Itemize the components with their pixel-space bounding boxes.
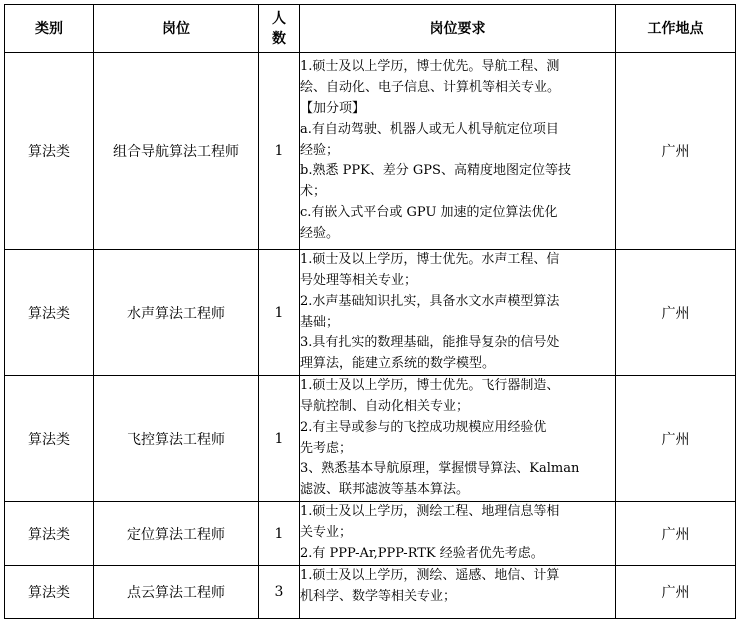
cell-requirements xyxy=(300,53,616,250)
cell-count: 3 xyxy=(259,566,300,619)
requirement-line: 【加分项】 xyxy=(300,101,366,116)
requirement-line: 导航控制、自动化相关专业； xyxy=(300,398,470,414)
cell-position: 定位算法工程师 xyxy=(94,502,259,566)
cell-count: 1 xyxy=(259,250,300,376)
header-count-line2: 数 xyxy=(272,30,286,47)
requirement-line: a.有自动驾驶、机器人或无人机导航定位项目 xyxy=(300,121,559,137)
cell-location: 广州 xyxy=(616,566,736,619)
requirement-line: 2.有 PPP-Ar,PPP-RTK 经验者优先考虑。 xyxy=(300,545,544,561)
cell-count: 1 xyxy=(259,502,300,566)
cell-count: 1 xyxy=(259,376,300,502)
cell-requirements xyxy=(300,502,616,566)
requirement-line: 绘、自动化、电子信息、计算机等相关专业。 xyxy=(300,80,561,96)
table-header-row xyxy=(5,5,736,53)
requirement-line: 号处理等相关专业； xyxy=(300,272,418,288)
cell-requirements xyxy=(300,250,616,376)
table-row xyxy=(5,250,736,376)
requirement-line: 理算法，能建立系统的数学模型。 xyxy=(300,356,496,372)
cell-category: 算法类 xyxy=(5,502,94,566)
requirement-line: 2.有主导或参与的飞控成功规模应用经验优 xyxy=(300,419,547,435)
job-requirements-table xyxy=(4,4,736,619)
requirement-line: 1.硕士及以上学历，测绘工程、地理信息等相 xyxy=(300,504,560,520)
cell-position: 飞控算法工程师 xyxy=(94,376,259,502)
table-row xyxy=(5,53,736,250)
requirement-line: 滤波、联邦滤波等基本算法。 xyxy=(300,482,470,498)
cell-location: 广州 xyxy=(616,502,736,566)
cell-position: 点云算法工程师 xyxy=(94,566,259,619)
requirement-line: 术； xyxy=(300,184,327,200)
requirement-line: 2.水声基础知识扎实，具备水文水声模型算法 xyxy=(300,293,560,309)
requirement-line: 机科学、数学等相关专业； xyxy=(300,588,457,604)
cell-requirements xyxy=(300,376,616,502)
table-row xyxy=(5,502,736,566)
job-table-page xyxy=(4,4,736,619)
requirement-line: 1.硕士及以上学历，博士优先。导航工程、测 xyxy=(300,59,560,75)
requirement-line: b.熟悉 PPK、差分 GPS、高精度地图定位等技 xyxy=(300,163,571,179)
requirement-line: 3、熟悉基本导航原理，掌握惯导算法、Kalman xyxy=(300,461,580,477)
requirement-line: 经验； xyxy=(300,142,340,158)
requirement-line: 基础； xyxy=(300,314,340,330)
requirement-line: 1.硕士及以上学历，博士优先。飞行器制造、 xyxy=(300,378,560,394)
header-requirements: 岗位要求 xyxy=(300,5,616,53)
table-row xyxy=(5,376,736,502)
cell-location: 广州 xyxy=(616,250,736,376)
header-count xyxy=(259,5,300,53)
requirement-line: 1.硕士及以上学历，测绘、遥感、地信、计算 xyxy=(300,568,560,583)
header-count-line1: 人 xyxy=(272,10,286,27)
cell-category: 算法类 xyxy=(5,53,94,250)
cell-position: 水声算法工程师 xyxy=(94,250,259,376)
requirement-line: 3.具有扎实的数理基础，能推导复杂的信号处 xyxy=(300,335,560,351)
table-row xyxy=(5,566,736,619)
header-position: 岗位 xyxy=(94,5,259,53)
cell-category: 算法类 xyxy=(5,566,94,619)
requirement-line: c.有嵌入式平台或 GPU 加速的定位算法优化 xyxy=(300,204,558,220)
header-location: 工作地点 xyxy=(616,5,736,53)
cell-position: 组合导航算法工程师 xyxy=(94,53,259,250)
requirement-line: 先考虑； xyxy=(300,440,353,456)
cell-requirements xyxy=(300,566,616,619)
cell-location: 广州 xyxy=(616,376,736,502)
cell-count: 1 xyxy=(259,53,300,250)
requirement-line: 经验。 xyxy=(300,225,340,241)
header-category: 类别 xyxy=(5,5,94,53)
cell-category: 算法类 xyxy=(5,376,94,502)
requirement-line: 关专业； xyxy=(300,525,353,541)
cell-location: 广州 xyxy=(616,53,736,250)
cell-category: 算法类 xyxy=(5,250,94,376)
requirement-line: 1.硕士及以上学历，博士优先。水声工程、信 xyxy=(300,252,560,268)
